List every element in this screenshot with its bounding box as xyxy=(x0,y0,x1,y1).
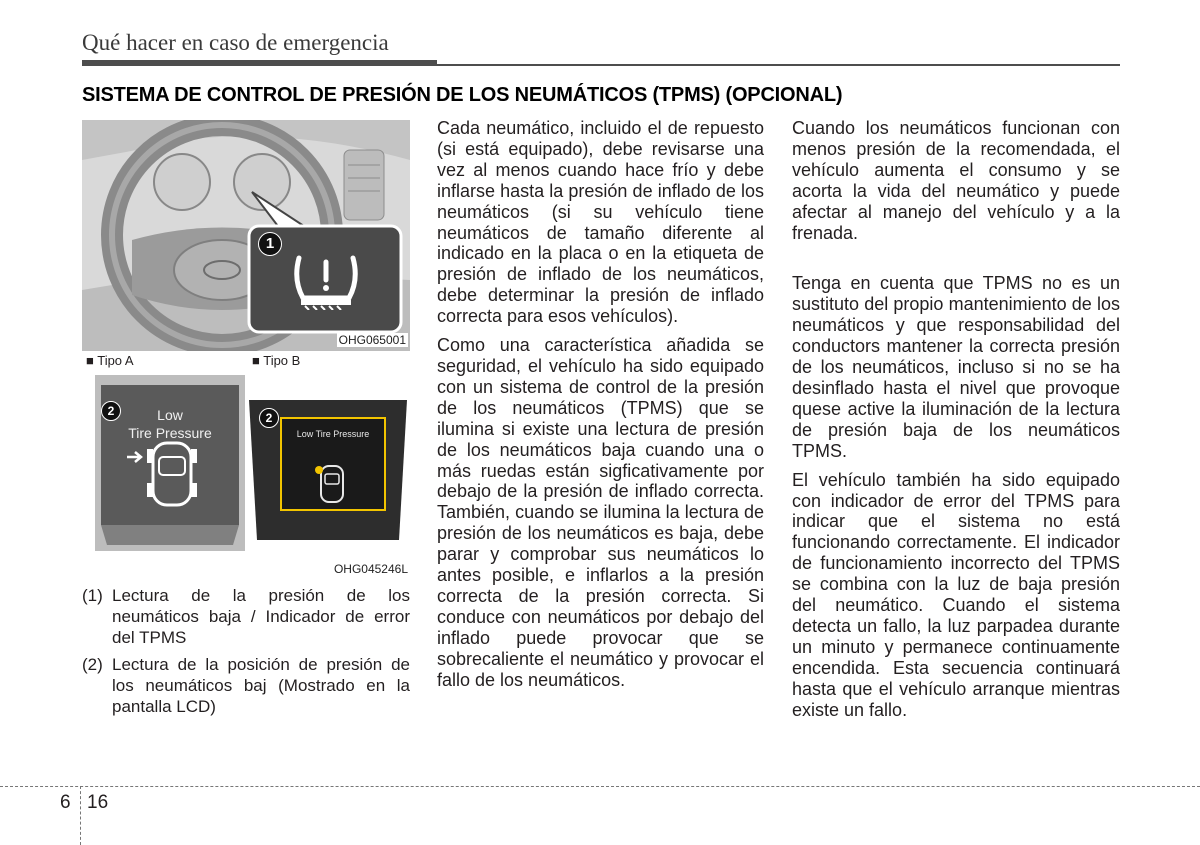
paragraph: Cuando los neumáticos funcionan con menos presión de la recomendada, el vehículo aumenta el consumo y se acorta la vida del neumático y puede afectar al manejo del vehículo y a la frenada. xyxy=(792,118,1120,243)
footer-divider xyxy=(80,786,81,845)
legend-item xyxy=(82,585,410,648)
body-column-3 xyxy=(792,118,1120,728)
tpms-warning-icon xyxy=(291,250,361,310)
callout-2-a xyxy=(101,401,121,421)
footer-rule xyxy=(0,786,1200,787)
page-number: 16 xyxy=(87,792,109,813)
header-rule-thin xyxy=(437,64,1120,66)
callout-2-b xyxy=(259,408,279,428)
chapter-title: Qué hacer en caso de emergencia xyxy=(82,30,389,55)
header-rule xyxy=(82,60,437,66)
type-a-panel xyxy=(95,375,245,551)
type-a-text-line2: Tire Pressure xyxy=(128,425,212,441)
callout-2-a-label: 2 xyxy=(107,404,115,418)
type-b-panel xyxy=(249,390,407,540)
figure-legend xyxy=(82,585,410,723)
legend-text: Lectura de la posición de presión de los neumáticos baj (Mostrado en la pantalla LCD) xyxy=(112,655,410,716)
type-b-text: Low Tire Pressure xyxy=(296,429,370,439)
legend-number: (1) xyxy=(82,586,103,605)
chapter-number: 6 xyxy=(60,792,71,813)
callout-2-b-label: 2 xyxy=(265,411,273,425)
type-b-label: ■ Tipo B xyxy=(252,353,301,368)
lcd-figure xyxy=(82,350,410,580)
callout-1 xyxy=(258,232,282,256)
dashboard-illustration xyxy=(82,120,410,351)
paragraph: Cada neumático, incluido el de repuesto (si está equipado), debe revisarse una vez al menos cuando hace frío y debe inflarse hasta la presión de inflado de los neumáticos (si su vehículo tiene neumáticos de tamaño diferente al indicado en la placa o en la etiqueta de presión de inflado de los neumáticos, debe determinar la presión de inflado correcta para esos vehículos). xyxy=(437,118,764,327)
legend-item xyxy=(82,654,410,717)
paragraph: Como una característica añadida se seguridad, el vehículo ha sido equipado con un sistema de control de la presión de los neumáticos (TPMS) que se ilumina si existe una lectura de presión de los neumáticos baja cuando una o más ruedas están sigficativamente por debajo de la presión de inflado correcta. También, cuando se ilumina la lectura de presión de los neumáticos es baja, debe parar y comprobar sus neumáticos lo antes posible, e inflarlos a la presión correcta de la presión correcta. Si conduce con neumáticos por debajo del inflado puede provocar que se sobrecaliente el neumático y provocar el fallo de los neumáticos. xyxy=(437,335,764,690)
dashboard-figure xyxy=(82,120,410,351)
type-a-text-line1: Low xyxy=(157,407,183,423)
paragraph: El vehículo también ha sido equipado con indicador de error del TPMS para indicar que el sistema no está funcionando correctamente. El indicador de funcionamiento incorrecto del TPMS se combina con la luz de baja presión del neumático. Cuando el sistema detecta un fallo, la luz parpadea durante un minuto y permanece continuamente encendida. Esta secuencia continuará hasta que el vehículo arranque mientras existe un fallo. xyxy=(792,469,1120,720)
type-a-label: ■ Tipo A xyxy=(86,353,134,368)
section-title: SISTEMA DE CONTROL DE PRESIÓN DE LOS NEUMÁTICOS (TPMS) (OPCIONAL) xyxy=(82,84,843,106)
type-a-lcd xyxy=(95,375,245,551)
figure-code-top: OHG065001 xyxy=(338,333,406,347)
body-column-2 xyxy=(437,118,764,698)
callout-1-label: 1 xyxy=(265,235,275,252)
legend-text: Lectura de la presión de los neumáticos baja / Indicador de error del TPMS xyxy=(112,586,410,647)
legend-number: (2) xyxy=(82,655,103,674)
paragraph: Tenga en cuenta que TPMS no es un sustituto del propio mantenimiento de los neumáticos y que responsabilidad del conductors mantener la correcta presión de los neumáticos, incluso si no se ha desinflado hasta el nivel que provoque quese active la iluminación de la lectura de presión baja de los neumáticos TPMS. xyxy=(792,273,1120,461)
figure-code-bottom: OHG045246L xyxy=(333,562,408,576)
